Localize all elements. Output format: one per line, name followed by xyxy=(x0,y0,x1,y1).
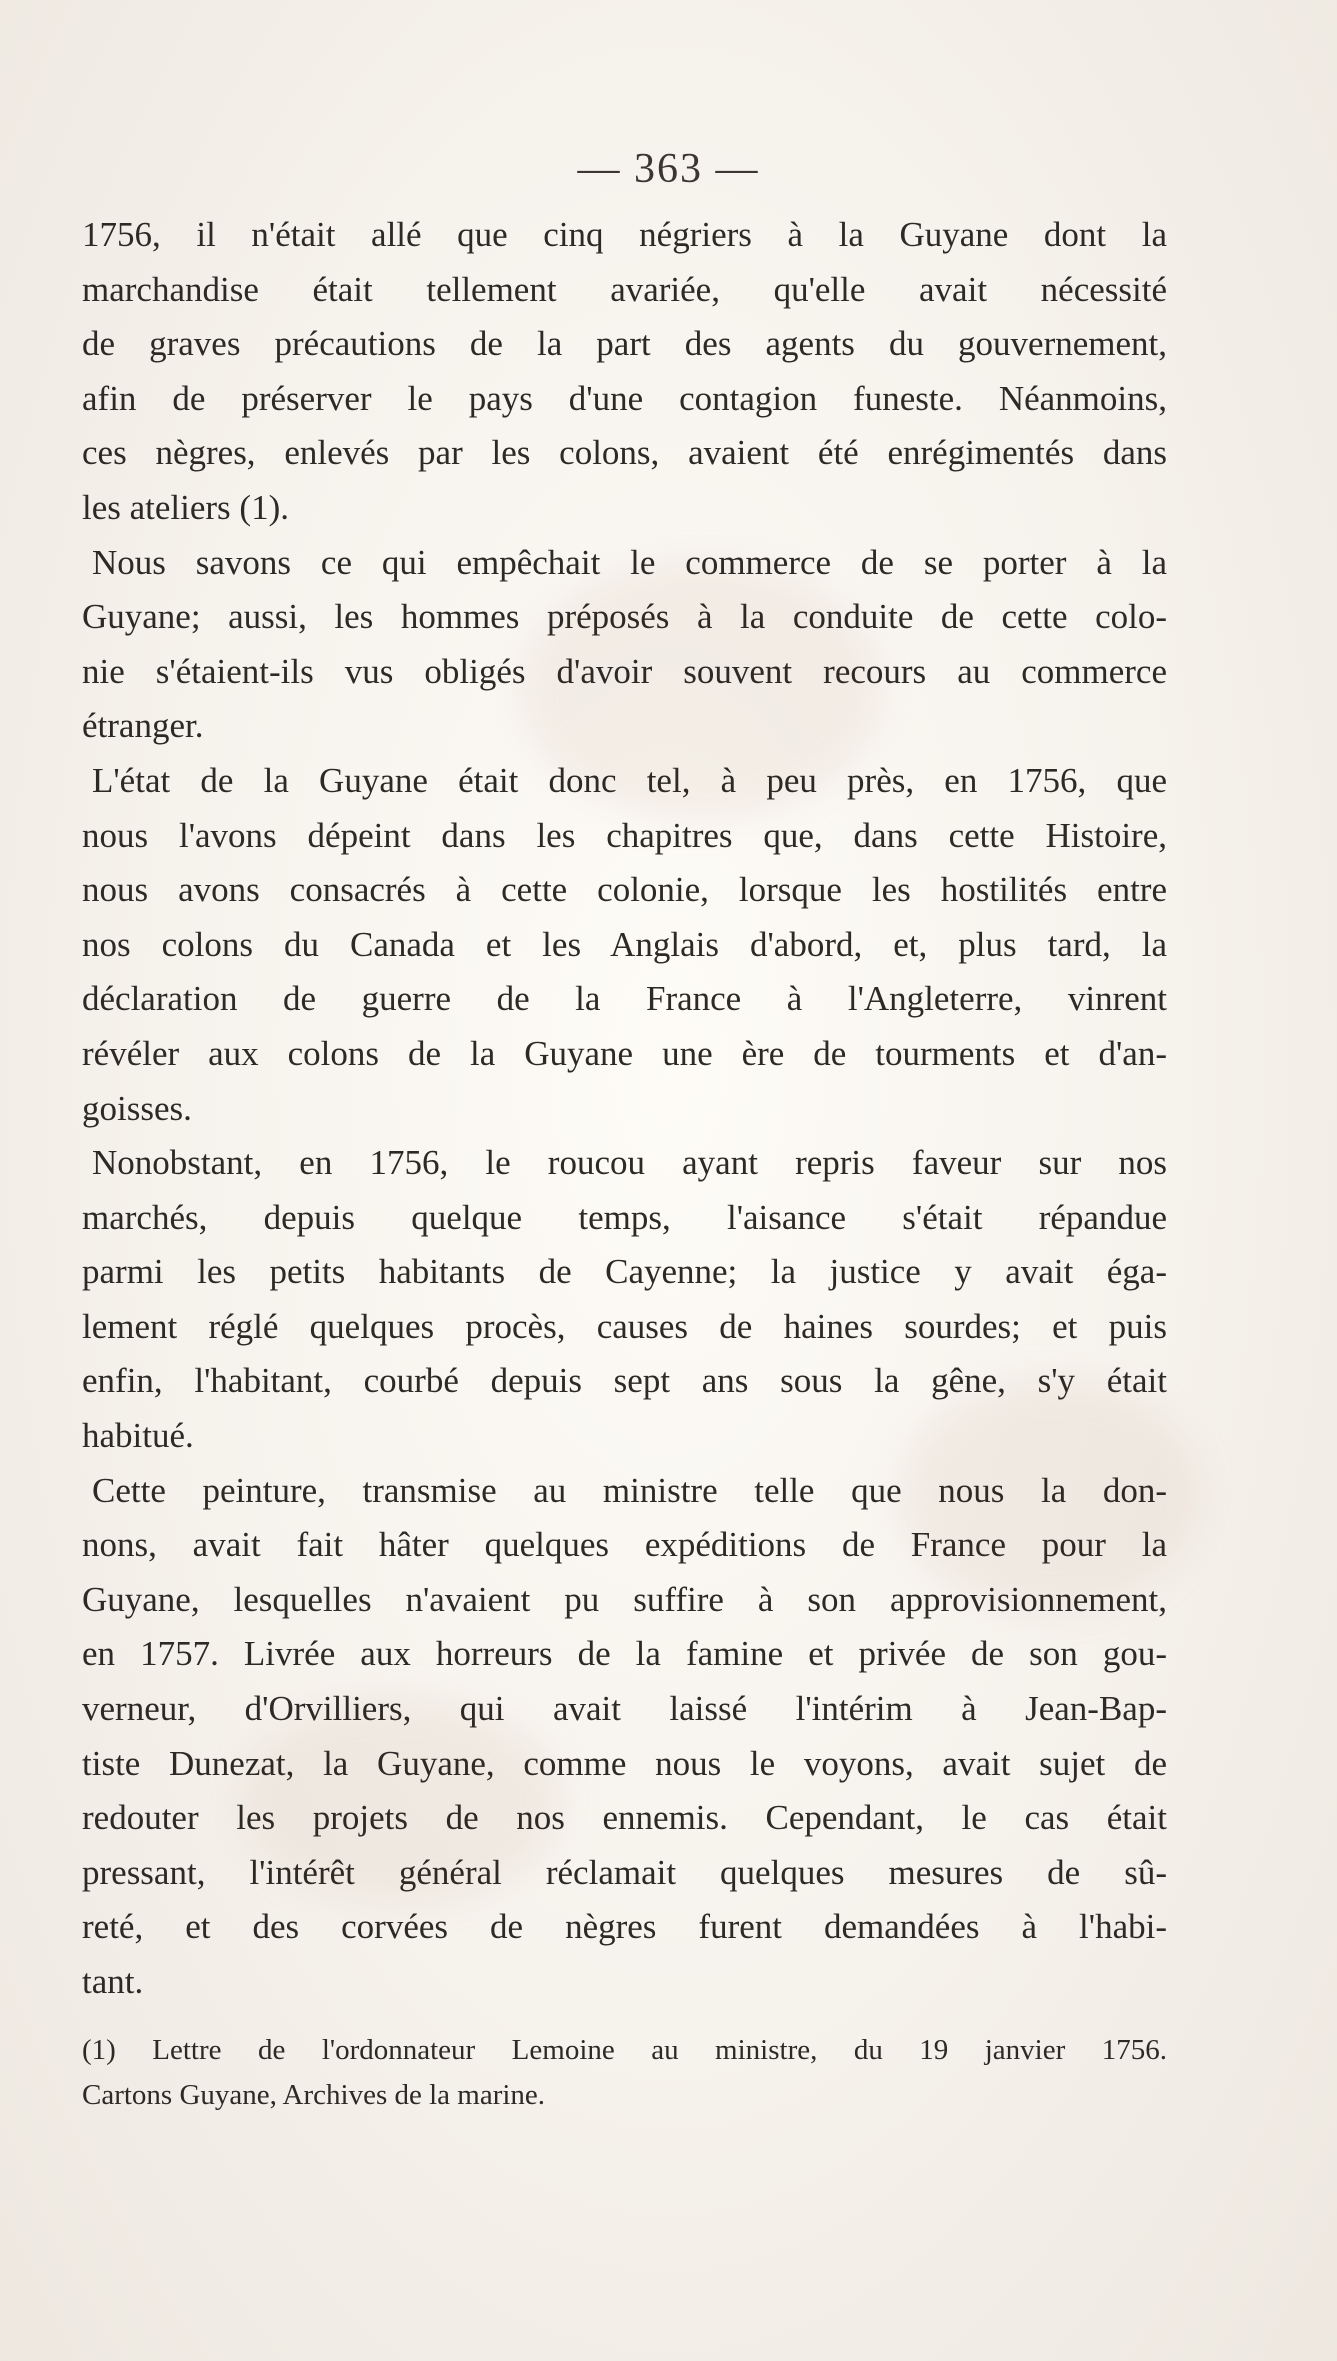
text-line: lement réglé quelques procès, causes de haines sourdes; et puis xyxy=(82,1306,1167,1346)
text-line: enfin, l'habitant, courbé depuis sept ans sous la gêne, s'y était xyxy=(82,1361,1167,1401)
text-line: Cette peinture, transmise au ministre telle que nous la don- xyxy=(92,1470,1167,1510)
text-line: Guyane; aussi, les hommes préposés à la conduite de cette colo- xyxy=(82,597,1167,637)
footnote-line: Cartons Guyane, Archives de la marine. xyxy=(82,2079,546,2111)
text-line: les ateliers (1). xyxy=(82,487,289,527)
text-line: parmi les petits habitants de Cayenne; la justice y avait éga- xyxy=(82,1252,1167,1292)
text-line: nons, avait fait hâter quelques expéditions de France pour la xyxy=(82,1525,1167,1565)
text-line: étranger. xyxy=(82,706,204,746)
text-line: nos colons du Canada et les Anglais d'abord, et, plus tard, la xyxy=(82,924,1167,964)
footnote-line: (1) Lettre de l'ordonnateur Lemoine au ministre, du 19 janvier 1756. xyxy=(82,2034,1167,2066)
text-line: reté, et des corvées de nègres furent demandées à l'habi- xyxy=(82,1907,1167,1947)
text-line: verneur, d'Orvilliers, qui avait laissé l'intérim à Jean-Bap- xyxy=(82,1689,1167,1729)
text-line: ces nègres, enlevés par les colons, avaient été enrégimentés dans xyxy=(82,433,1167,473)
text-line: pressant, l'intérêt général réclamait quelques mesures de sû- xyxy=(82,1852,1167,1892)
text-line: L'état de la Guyane était donc tel, à peu près, en 1756, que xyxy=(92,760,1167,800)
text-line: nous l'avons dépeint dans les chapitres que, dans cette Histoire, xyxy=(82,815,1167,855)
text-line: nie s'étaient-ils vus obligés d'avoir souvent recours au commerce xyxy=(82,651,1167,691)
text-line: Nous savons ce qui empêchait le commerce de se porter à la xyxy=(92,542,1167,582)
text-line: marchés, depuis quelque temps, l'aisance s'était répandue xyxy=(82,1197,1167,1237)
text-line: révéler aux colons de la Guyane une ère de tourments et d'an- xyxy=(82,1033,1167,1073)
text-line: Nonobstant, en 1756, le roucou ayant repris faveur sur nos xyxy=(92,1143,1167,1183)
text-line: afin de préserver le pays d'une contagion funeste. Néanmoins, xyxy=(82,378,1167,418)
footnote xyxy=(82,2028,1167,2118)
text-line: tiste Dunezat, la Guyane, comme nous le voyons, avait sujet de xyxy=(82,1743,1167,1783)
text-line: de graves précautions de la part des agents du gouvernement, xyxy=(82,324,1167,364)
body-text xyxy=(82,208,1167,2010)
text-line: en 1757. Livrée aux horreurs de la famine et privée de son gou- xyxy=(82,1634,1167,1674)
text-line: redouter les projets de nos ennemis. Cependant, le cas était xyxy=(82,1798,1167,1838)
text-line: tant. xyxy=(82,1962,144,2001)
page-number: — 363 — xyxy=(577,146,760,192)
text-line: goisses. xyxy=(82,1088,192,1128)
text-line: 1756, il n'était allé que cinq négriers à la Guyane dont la xyxy=(82,215,1167,254)
text-line: Guyane, lesquelles n'avaient pu suffire à son approvisionnement, xyxy=(82,1579,1167,1619)
text-line: déclaration de guerre de la France à l'Angleterre, vinrent xyxy=(82,979,1167,1019)
text-line: marchandise était tellement avariée, qu'elle avait nécessité xyxy=(82,269,1167,309)
text-line: nous avons consacrés à cette colonie, lorsque les hostilités entre xyxy=(82,870,1167,910)
text-line: habitué. xyxy=(82,1416,194,1456)
